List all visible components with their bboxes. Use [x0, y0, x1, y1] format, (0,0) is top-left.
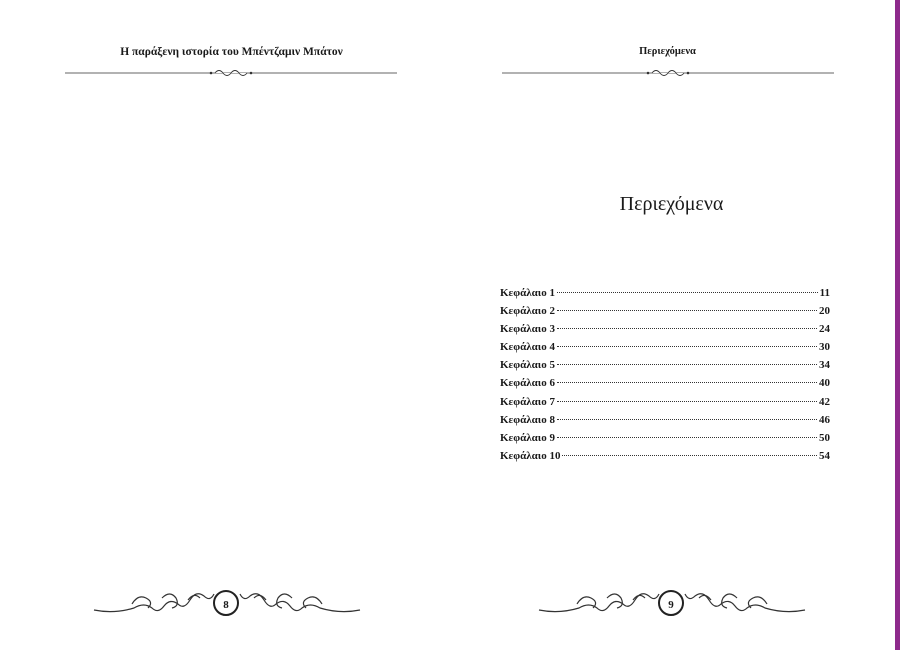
head-rule-ornament-icon [65, 66, 397, 80]
toc-entry-label: Κεφάλαιο 8 [500, 413, 555, 426]
toc-entry[interactable] [500, 396, 830, 414]
toc-entry-label: Κεφάλαιο 5 [500, 359, 555, 372]
toc-entry[interactable] [500, 341, 830, 359]
toc-dot-leader [557, 328, 817, 329]
table-of-contents [500, 287, 830, 468]
toc-dot-leader [562, 455, 817, 456]
toc-entry[interactable] [500, 450, 830, 468]
toc-entry-page: 20 [819, 305, 830, 318]
toc-dot-leader [557, 292, 818, 293]
toc-entry-page: 40 [819, 377, 830, 390]
toc-dot-leader [557, 382, 817, 383]
toc-entry-label: Κεφάλαιο 6 [500, 377, 555, 390]
toc-dot-leader [557, 346, 817, 347]
toc-entry[interactable] [500, 359, 830, 377]
footer-ornament [92, 586, 362, 622]
page-number: 9 [658, 590, 684, 616]
footer-ornament [537, 586, 807, 622]
toc-dot-leader [557, 401, 817, 402]
toc-entry-label: Κεφάλαιο 2 [500, 305, 555, 318]
toc-entry-label: Κεφάλαιο 7 [500, 395, 555, 408]
toc-entry[interactable] [500, 432, 830, 450]
toc-entry-label: Κεφάλαιο 1 [500, 287, 555, 299]
toc-entry-page: 34 [819, 359, 830, 372]
toc-entry-page: 30 [819, 341, 830, 354]
toc-entry[interactable] [500, 305, 830, 323]
toc-entry-label: Κεφάλαιο 10 [500, 449, 561, 462]
toc-entry-page: 42 [819, 395, 830, 408]
toc-dot-leader [557, 364, 817, 365]
toc-entry[interactable] [500, 323, 830, 341]
toc-entry-label: Κεφάλαιο 3 [500, 323, 555, 336]
toc-dot-leader [557, 310, 817, 311]
toc-title: Περιεχόμενα [619, 193, 724, 216]
toc-entry-page: 54 [819, 449, 830, 462]
toc-entry-label: Κεφάλαιο 9 [500, 431, 555, 444]
toc-entry-page: 11 [819, 287, 830, 299]
right-page [450, 0, 893, 650]
toc-dot-leader [557, 419, 817, 420]
page-edge-bar [895, 0, 900, 650]
head-rule-ornament-icon [502, 66, 834, 80]
toc-entry-label: Κεφάλαιο 4 [500, 341, 555, 354]
toc-dot-leader [557, 437, 817, 438]
toc-entry[interactable] [500, 377, 830, 395]
toc-entry[interactable] [500, 287, 830, 305]
running-head: Περιεχόμενα [639, 46, 696, 57]
toc-entry[interactable] [500, 414, 830, 432]
running-head: Η παράξενη ιστορία του Μπέντζαμιν Μπάτον [120, 46, 343, 58]
toc-entry-page: 24 [819, 323, 830, 336]
page-number: 8 [213, 590, 239, 616]
toc-entry-page: 50 [819, 431, 830, 444]
toc-entry-page: 46 [819, 413, 830, 426]
